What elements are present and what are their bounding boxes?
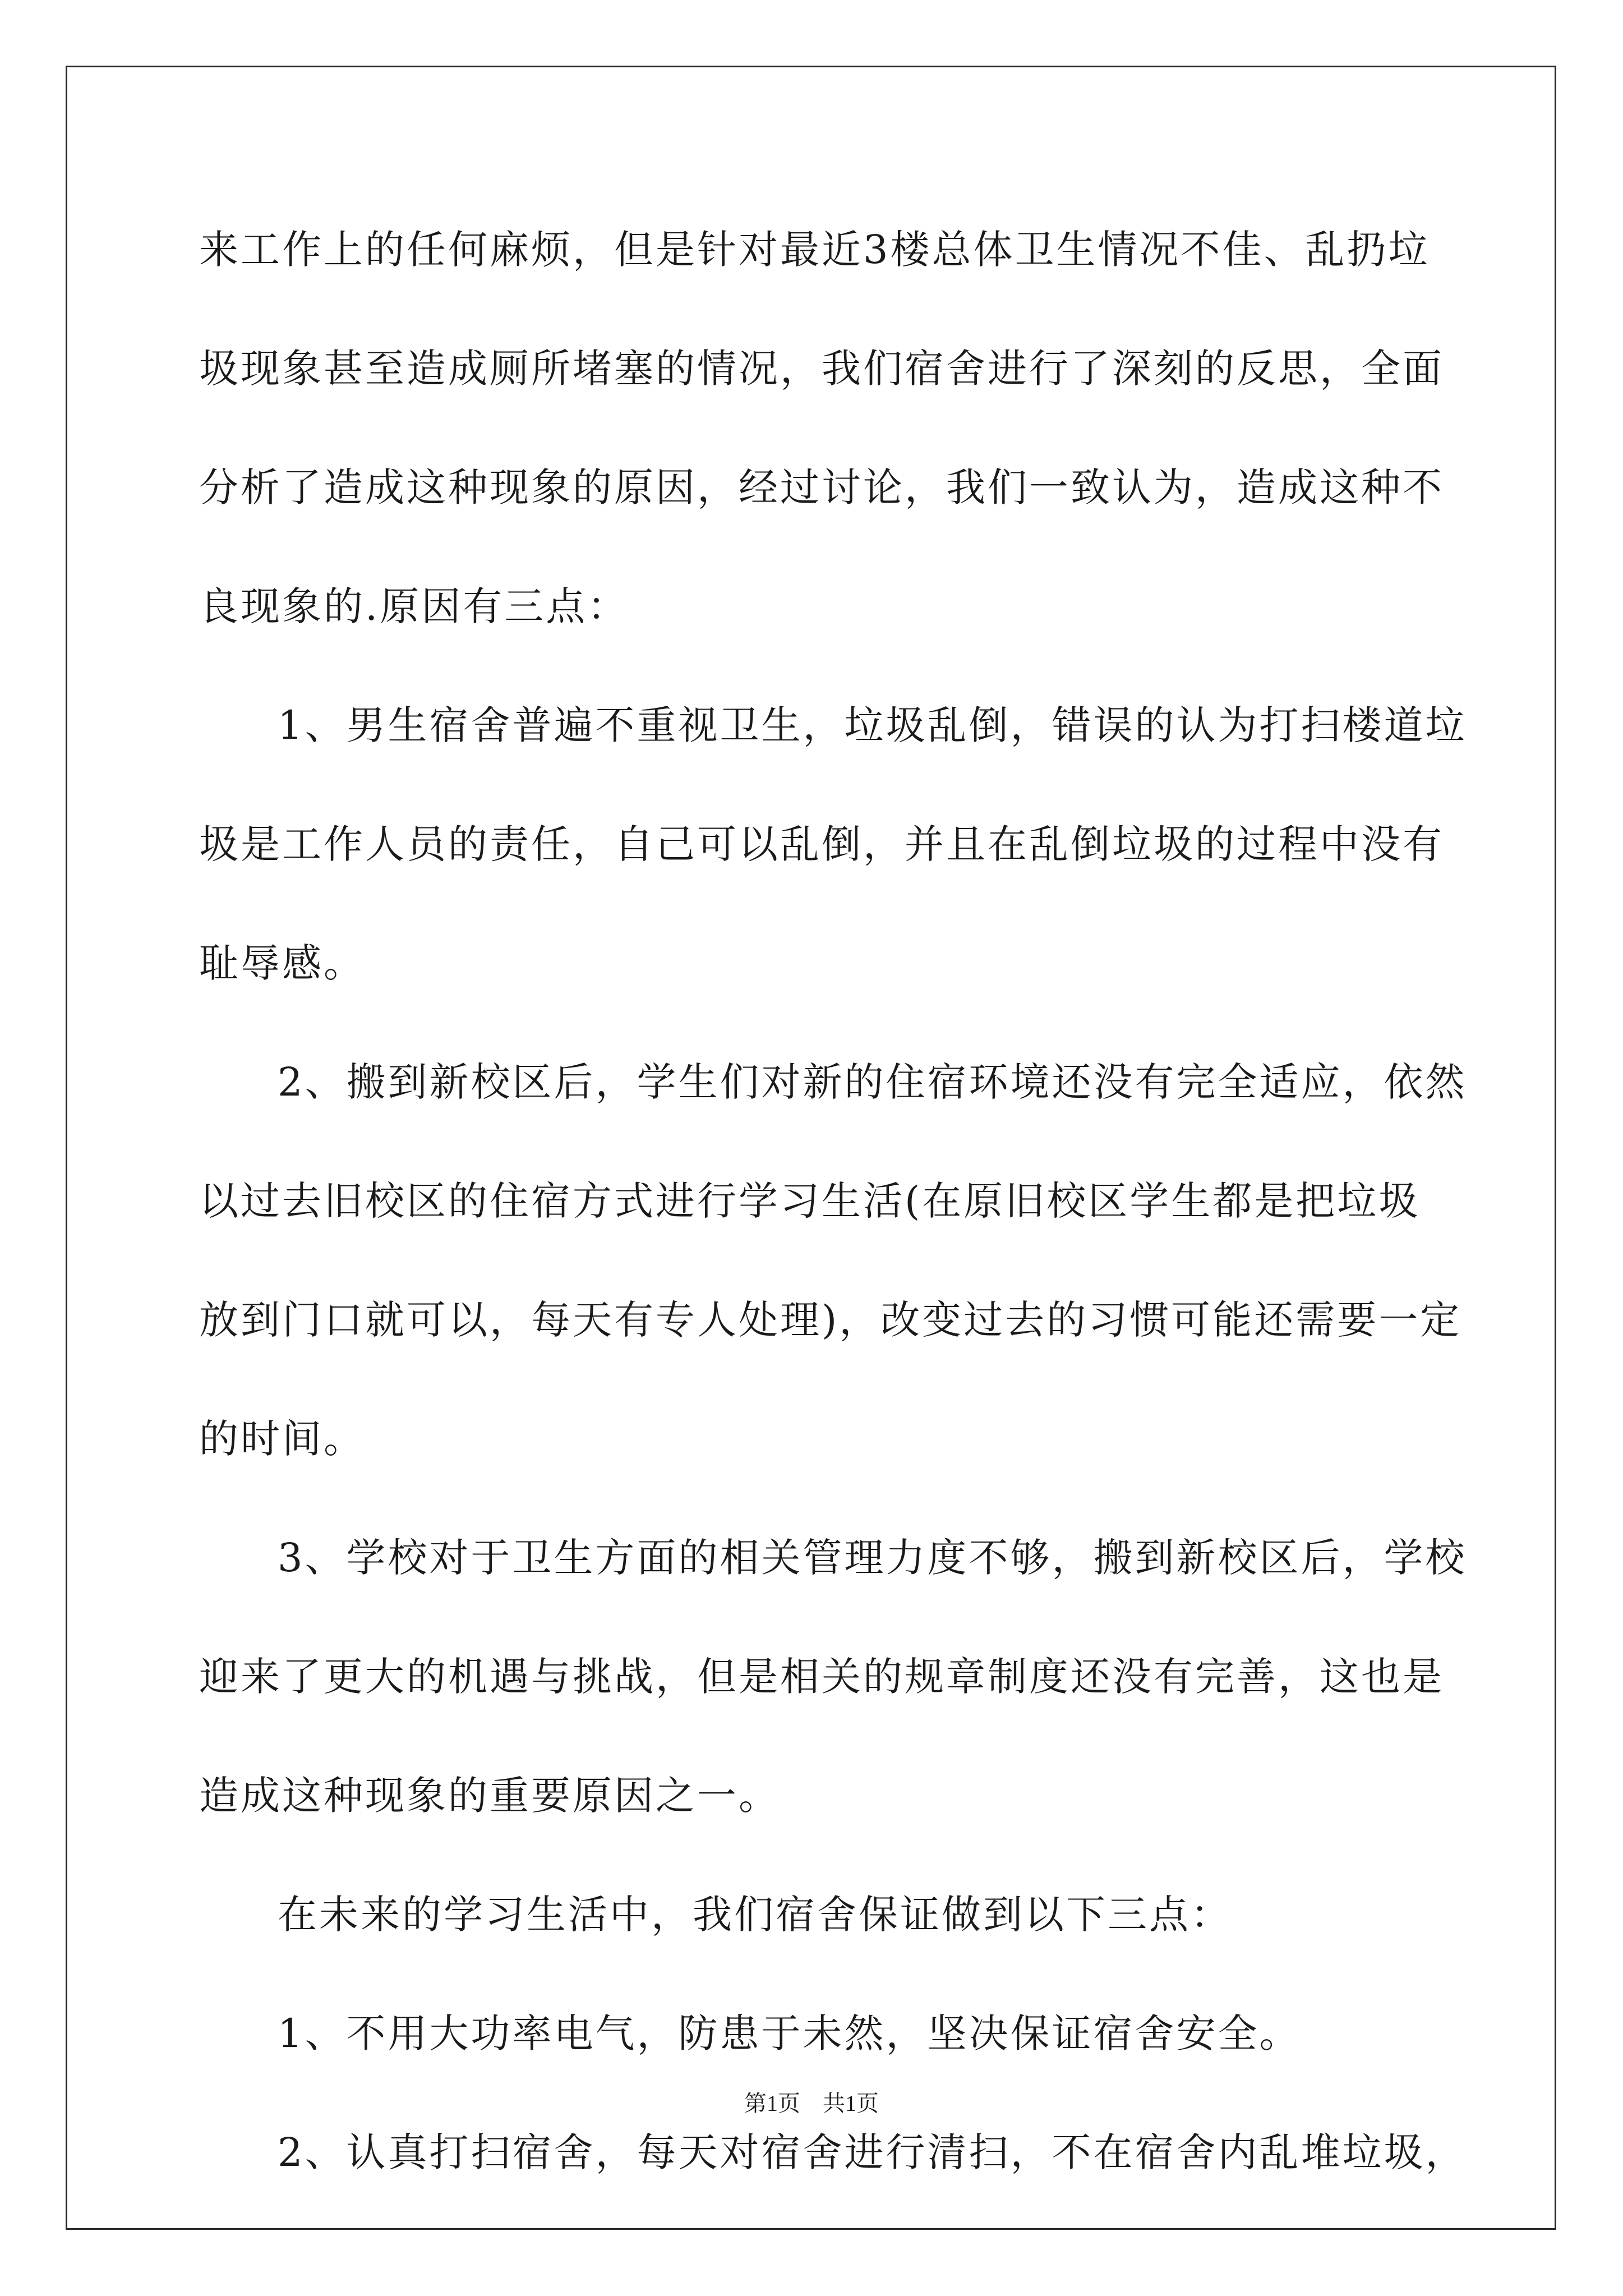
text-line: 以过去旧校区的住宿方式进行学习生活(在原旧校区学生都是把垃圾	[199, 1178, 1421, 1224]
text-line: 良现象的.原因有三点：	[199, 583, 629, 629]
text-line: 分析了造成这种现象的原因，经过讨论，我们一致认为，造成这种不	[199, 464, 1444, 510]
text-line: 2、搬到新校区后，学生们对新的住宿环境还没有完全适应，依然	[278, 1059, 1467, 1105]
page-footer: 第1页 共1页	[744, 2091, 879, 2116]
text-line: 3、学校对于卫生方面的相关管理力度不够，搬到新校区后，学校	[278, 1535, 1467, 1581]
text-line: 迎来了更大的机遇与挑战，但是相关的规章制度还没有完善，这也是	[199, 1654, 1444, 1700]
text-line: 圾是工作人员的责任，自己可以乱倒，并且在乱倒垃圾的过程中没有	[199, 821, 1444, 867]
text-line: 耻辱感。	[199, 940, 365, 986]
text-line: 2、认真打扫宿舍，每天对宿舍进行清扫，不在宿舍内乱堆垃圾，	[278, 2129, 1467, 2175]
text-line: 放到门口就可以，每天有专人处理)，改变过去的习惯可能还需要一定	[199, 1297, 1462, 1343]
document-body	[199, 210, 1467, 2232]
text-line: 1、不用大功率电气，防患于未然，坚决保证宿舍安全。	[278, 2010, 1301, 2056]
text-line: 圾现象甚至造成厕所堵塞的情况，我们宿舍进行了深刻的反思，全面	[199, 346, 1444, 392]
text-line: 在未来的学习生活中，我们宿舍保证做到以下三点：	[278, 1892, 1232, 1938]
text-line: 造成这种现象的重要原因之一。	[199, 1773, 780, 1819]
text-line: 的时间。	[199, 1416, 365, 1462]
text-line: 1、男生宿舍普遍不重视卫生，垃圾乱倒，错误的认为打扫楼道垃	[278, 702, 1467, 748]
text-line: 来工作上的任何麻烦，但是针对最近3楼总体卫生情况不佳、乱扔垃	[199, 227, 1430, 273]
